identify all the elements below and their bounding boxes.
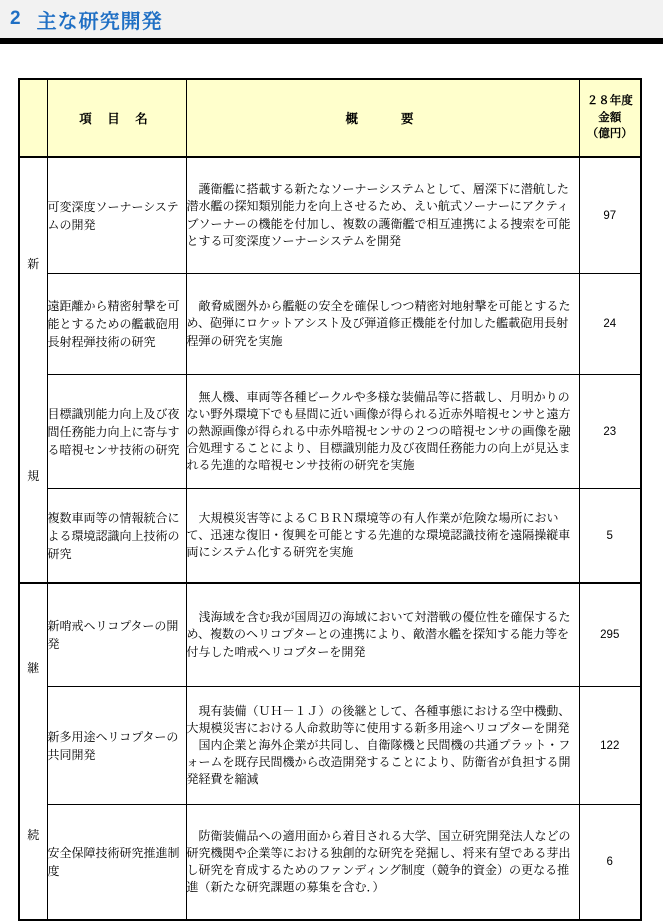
- header-amount-line1: ２８年度: [586, 94, 633, 107]
- header-amount-line3: （億円）: [586, 128, 633, 141]
- table-row: [19, 687, 641, 805]
- research-development-table-wrap: [18, 78, 642, 921]
- header-cell-category: [19, 79, 47, 157]
- header-cell-item-name: 項 目 名: [47, 79, 186, 157]
- item-name-cell: 可変深度ソーナーシステムの開発: [47, 157, 186, 274]
- summary-paragraph: 防衛装備品への適用面から着目される大学、国立研究開発法人などの研究機関や企業等における独創的な研究を発掘し、将来有望である芽出し研究を育成するためのファンディング制度（競争的資金）の更なる推進（新たな研究課題の募集を含む．）: [186, 828, 571, 895]
- header-cell-summary: 概 要: [186, 79, 579, 157]
- summary-cell: [186, 375, 579, 489]
- category-char-continued-2: 続: [27, 828, 40, 843]
- summary-paragraph: 護衛艦に搭載する新たなソーナーシステムとして、層深下に潜航した潜水艦の探知類別能力を向上させるため、えい航式ソーナーにアクティブソーナーの機能を付加し、複数の護衛艦で相互連携による捜索を可能とする可変深度ソーナーシステムを開発: [186, 182, 571, 248]
- category-char-new-1: 新: [27, 257, 40, 271]
- item-name-cell: 目標識別能力向上及び夜間任務能力向上に寄与する暗視センサ技術の研究: [47, 375, 186, 489]
- table-row: [19, 805, 641, 921]
- summary-paragraph: 大規模災害等によるＣＢＲＮ環境等の有人作業が危険な場所において、迅速な復旧・復興を可能とする先進的な環境認識技術を遠隔操縦車両にシステム化する研究を実施: [186, 510, 571, 560]
- item-name-cell: 新多用途ヘリコプターの共同開発: [47, 687, 186, 805]
- table-row: [19, 489, 641, 584]
- heading-rule: [0, 38, 663, 44]
- summary-paragraph: 無人機、車両等各種ビークルや多様な装備品等に搭載し、月明かりのない野外環境下でも昼間に近い画像が得られる近赤外暗視センサと遠方の熱源画像が得られる中赤外暗視センサの２つの暗視センサの画像を融合処理することにより、目標識別能力及び夜間任務能力の向上が見込まれる先進的な暗視センサ技術の研究を実施: [186, 389, 571, 473]
- table-row: [19, 157, 641, 274]
- header-amount-line2: 金額: [598, 111, 622, 124]
- page-heading-band: [0, 0, 663, 38]
- summary-cell: [186, 805, 579, 921]
- amount-cell: 295: [579, 583, 641, 687]
- table-row: [19, 375, 641, 489]
- table-row: [19, 274, 641, 375]
- amount-cell: 23: [579, 375, 641, 489]
- amount-cell: 122: [579, 687, 641, 805]
- amount-cell: 24: [579, 274, 641, 375]
- category-char-new-2: 規: [27, 469, 40, 483]
- amount-cell: 5: [579, 489, 641, 584]
- summary-cell: [186, 687, 579, 805]
- category-cell-continued: [19, 583, 47, 920]
- summary-cell: [186, 274, 579, 375]
- category-cell-new: [19, 157, 47, 583]
- summary-cell: [186, 489, 579, 584]
- category-label-new: [20, 158, 47, 582]
- summary-paragraph: 浅海域を含む我が国周辺の海域において対潜戦の優位性を確保するため、複数のヘリコプターとの連携により、敵潜水艦を探知する能力等を付与した哨戒ヘリコプターを開発: [186, 610, 571, 659]
- page-title: 主な研究開発: [36, 10, 163, 33]
- table-header-row: [19, 79, 641, 157]
- summary-cell: [186, 157, 579, 274]
- header-cell-amount: [579, 79, 641, 157]
- item-name-cell: 新哨戒ヘリコプターの開発: [47, 583, 186, 687]
- category-label-continued: [20, 584, 47, 919]
- table-row: [19, 583, 641, 687]
- summary-paragraph: 国内企業と海外企業が共同し、自衛隊機と民間機の共通プラット・フォームを既存民間機から改造開発することにより、防衛省が負担する開発経費を縮減: [186, 737, 571, 787]
- item-name-cell: 安全保障技術研究推進制度: [47, 805, 186, 921]
- amount-cell: 97: [579, 157, 641, 274]
- research-development-table: [18, 78, 642, 921]
- summary-cell: [186, 583, 579, 687]
- category-char-continued-1: 継: [27, 660, 40, 675]
- summary-paragraph: 現有装備（ＵＨ－１Ｊ）の後継として、各種事態における空中機動、大規模災害における人命救助等に使用する新多用途ヘリコプターを開発: [186, 703, 571, 735]
- item-name-cell: 遠距離から精密射撃を可能とするための艦載砲用長射程弾技術の研究: [47, 274, 186, 375]
- heading-number: 2: [10, 8, 21, 29]
- amount-cell: 6: [579, 805, 641, 921]
- item-name-cell: 複数車両等の情報統合による環境認識向上技術の研究: [47, 489, 186, 584]
- summary-paragraph: 敵脅威圏外から艦艇の安全を確保しつつ精密対地射撃を可能とするため、砲弾にロケットアシスト及び弾道修正機能を付加した艦載砲用長射程弾の研究を実施: [186, 299, 571, 348]
